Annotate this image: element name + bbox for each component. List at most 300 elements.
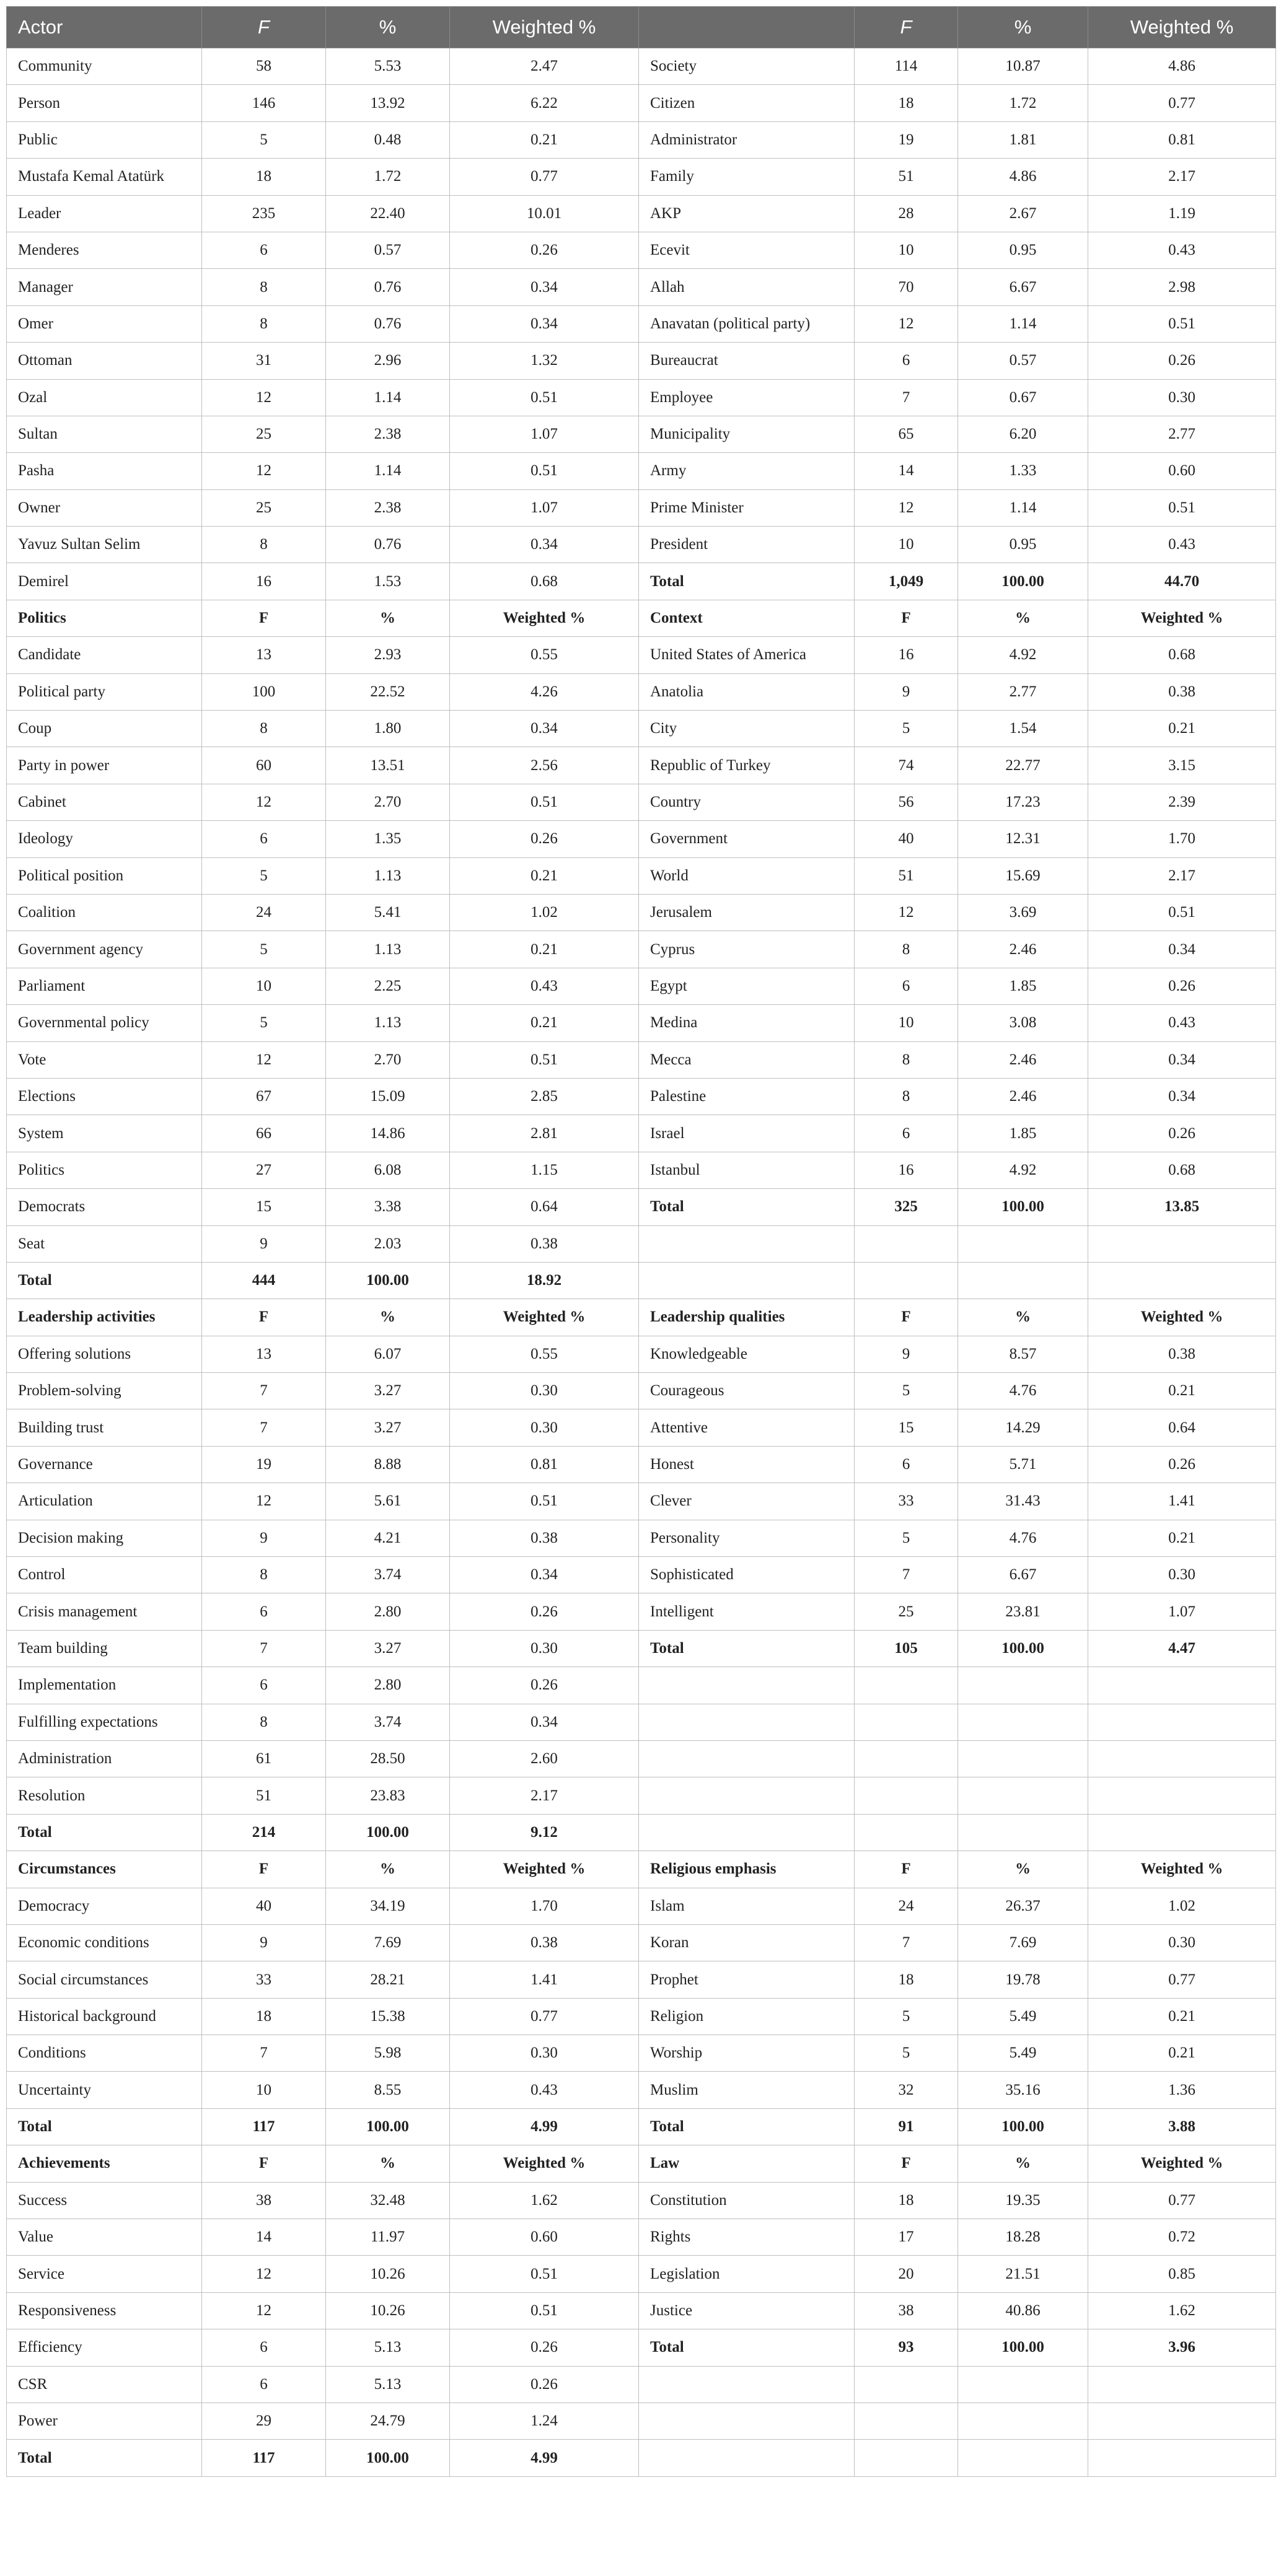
left-weighted-percent-cell: 1.62 [450, 2182, 639, 2219]
right-weighted-percent-cell: 0.43 [1088, 232, 1276, 268]
left-frequency-cell: 67 [202, 1078, 326, 1115]
right-percent-cell: 1.85 [958, 1115, 1088, 1152]
left-frequency-cell: 66 [202, 1115, 326, 1152]
right-weighted-percent-cell: 1.19 [1088, 195, 1276, 232]
right-label-cell: Islam [639, 1888, 855, 1924]
left-label-cell: Team building [7, 1630, 202, 1667]
table-row [7, 159, 1276, 195]
right-frequency-cell: 18 [855, 1961, 958, 1998]
table-row [7, 1373, 1276, 1409]
right-weighted-percent-cell [1088, 1225, 1276, 1262]
right-weighted-percent-cell: 0.30 [1088, 1557, 1276, 1593]
right-label-cell: Religious emphasis [639, 1851, 855, 1888]
left-percent-cell: 1.14 [326, 453, 450, 489]
right-weighted-percent-cell: 0.21 [1088, 1373, 1276, 1409]
right-label-cell: Ecevit [639, 232, 855, 268]
left-percent-cell: 2.80 [326, 1667, 450, 1704]
left-weighted-percent-cell: 0.55 [450, 637, 639, 673]
right-frequency-cell [855, 1740, 958, 1777]
right-weighted-percent-cell: 0.51 [1088, 894, 1276, 931]
table-row [7, 1189, 1276, 1225]
right-frequency-cell: 6 [855, 968, 958, 1004]
left-label-cell: Person [7, 85, 202, 121]
left-label-cell: Sultan [7, 416, 202, 452]
right-label-cell: City [639, 711, 855, 747]
left-label-cell: Articulation [7, 1483, 202, 1520]
left-frequency-cell: 214 [202, 1814, 326, 1851]
right-label-cell [639, 1225, 855, 1262]
left-frequency-cell: 29 [202, 2403, 326, 2440]
left-weighted-percent-cell: 0.26 [450, 2366, 639, 2403]
right-percent-cell: 1.72 [958, 85, 1088, 121]
right-percent-cell: 12.31 [958, 821, 1088, 857]
left-percent-cell: 24.79 [326, 2403, 450, 2440]
table-row [7, 2219, 1276, 2256]
left-label-cell: Vote [7, 1041, 202, 1078]
right-frequency-cell: 325 [855, 1189, 958, 1225]
right-frequency-cell [855, 1667, 958, 1704]
left-weighted-percent-cell: 0.51 [450, 379, 639, 416]
left-label-cell: Democracy [7, 1888, 202, 1924]
left-frequency-cell: 61 [202, 1740, 326, 1777]
right-frequency-cell: 28 [855, 195, 958, 232]
left-label-cell: Implementation [7, 1667, 202, 1704]
right-label-cell: Anavatan (political party) [639, 305, 855, 342]
left-label-cell: Offering solutions [7, 1336, 202, 1372]
right-percent-cell: 1.14 [958, 305, 1088, 342]
left-weighted-percent-cell: 0.38 [450, 1924, 639, 1961]
right-percent-cell: 0.67 [958, 379, 1088, 416]
left-frequency-cell: 117 [202, 2108, 326, 2145]
left-percent-cell: 2.70 [326, 784, 450, 820]
right-label-cell: Intelligent [639, 1593, 855, 1630]
right-weighted-percent-cell: 0.81 [1088, 121, 1276, 158]
left-label-cell: Decision making [7, 1520, 202, 1556]
right-label-cell [639, 1777, 855, 1814]
right-weighted-percent-cell: 1.70 [1088, 821, 1276, 857]
left-percent-cell: 2.25 [326, 968, 450, 1004]
left-weighted-percent-cell: 1.07 [450, 416, 639, 452]
right-frequency-cell: 9 [855, 1336, 958, 1372]
right-frequency-cell: 7 [855, 379, 958, 416]
left-frequency-cell: 51 [202, 1777, 326, 1814]
table-row [7, 1557, 1276, 1593]
left-label-cell: Political party [7, 673, 202, 710]
right-weighted-percent-cell: 0.51 [1088, 305, 1276, 342]
table-row [7, 857, 1276, 894]
left-weighted-percent-cell: Weighted % [450, 600, 639, 636]
left-percent-cell: % [326, 2145, 450, 2182]
right-frequency-cell: 6 [855, 1446, 958, 1483]
table-row [7, 1630, 1276, 1667]
left-weighted-percent-cell: 0.30 [450, 1373, 639, 1409]
left-percent-cell: 100.00 [326, 2108, 450, 2145]
table-row [7, 2145, 1276, 2182]
right-weighted-percent-cell: 0.64 [1088, 1409, 1276, 1446]
right-weighted-percent-cell: 0.34 [1088, 931, 1276, 968]
right-frequency-cell: 8 [855, 1041, 958, 1078]
left-label-cell: Building trust [7, 1409, 202, 1446]
right-weighted-percent-cell: 0.38 [1088, 1336, 1276, 1372]
left-label-cell: Achievements [7, 2145, 202, 2182]
right-frequency-cell: 18 [855, 85, 958, 121]
left-weighted-percent-cell: 2.56 [450, 747, 639, 784]
left-label-cell: Political position [7, 857, 202, 894]
right-weighted-percent-cell [1088, 1262, 1276, 1299]
right-weighted-percent-cell: 0.21 [1088, 2035, 1276, 2072]
right-weighted-percent-cell: 0.26 [1088, 1115, 1276, 1152]
right-weighted-percent-cell: 0.77 [1088, 2182, 1276, 2219]
left-frequency-cell: 8 [202, 1704, 326, 1740]
right-label-cell [639, 1704, 855, 1740]
left-weighted-percent-cell: 1.02 [450, 894, 639, 931]
left-frequency-cell: 25 [202, 416, 326, 452]
table-row [7, 1814, 1276, 1851]
left-frequency-cell: 235 [202, 195, 326, 232]
right-percent-cell [958, 1667, 1088, 1704]
table-row [7, 1078, 1276, 1115]
table-row [7, 1336, 1276, 1372]
right-percent-cell: 4.76 [958, 1373, 1088, 1409]
right-frequency-cell: F [855, 2145, 958, 2182]
left-percent-cell: 3.27 [326, 1409, 450, 1446]
right-frequency-cell: 25 [855, 1593, 958, 1630]
table-row [7, 269, 1276, 305]
right-weighted-percent-cell [1088, 2403, 1276, 2440]
right-label-cell: Personality [639, 1520, 855, 1556]
right-weighted-percent-cell: 3.88 [1088, 2108, 1276, 2145]
left-weighted-percent-cell: 0.30 [450, 1630, 639, 1667]
right-percent-cell: 4.92 [958, 1152, 1088, 1188]
right-percent-cell: 19.35 [958, 2182, 1088, 2219]
right-frequency-cell: 10 [855, 527, 958, 563]
table-row [7, 894, 1276, 931]
right-label-cell [639, 2440, 855, 2476]
right-percent-cell [958, 2366, 1088, 2403]
right-percent-cell: 0.95 [958, 527, 1088, 563]
table-body [7, 48, 1276, 2477]
left-label-cell: Uncertainty [7, 2072, 202, 2108]
left-frequency-cell: 9 [202, 1225, 326, 1262]
left-label-cell: Total [7, 1262, 202, 1299]
left-frequency-cell: 9 [202, 1520, 326, 1556]
left-label-cell: Mustafa Kemal Atatürk [7, 159, 202, 195]
left-label-cell: Menderes [7, 232, 202, 268]
left-percent-cell: 2.03 [326, 1225, 450, 1262]
table-row [7, 416, 1276, 452]
left-percent-cell: 2.96 [326, 343, 450, 379]
right-weighted-percent-cell: 0.72 [1088, 2219, 1276, 2256]
right-frequency-cell: 5 [855, 1998, 958, 2035]
left-percent-cell: 5.41 [326, 894, 450, 931]
left-label-cell: Circumstances [7, 1851, 202, 1888]
right-percent-cell: % [958, 1299, 1088, 1336]
right-frequency-cell: 17 [855, 2219, 958, 2256]
right-label-cell: Prime Minister [639, 489, 855, 526]
right-percent-cell [958, 1262, 1088, 1299]
right-percent-cell: 18.28 [958, 2219, 1088, 2256]
left-frequency-cell: 18 [202, 159, 326, 195]
left-frequency-cell: 12 [202, 1483, 326, 1520]
left-weighted-percent-cell: 2.81 [450, 1115, 639, 1152]
left-weighted-percent-cell: 18.92 [450, 1262, 639, 1299]
right-label-cell: Total [639, 2329, 855, 2366]
right-frequency-cell [855, 2403, 958, 2440]
right-frequency-cell: 15 [855, 1409, 958, 1446]
left-percent-cell: 100.00 [326, 1814, 450, 1851]
left-frequency-cell: 13 [202, 1336, 326, 1372]
left-label-cell: Government agency [7, 931, 202, 968]
left-label-cell: Politics [7, 600, 202, 636]
header-percent-right: % [958, 7, 1088, 48]
table-row [7, 563, 1276, 600]
right-weighted-percent-cell: 1.02 [1088, 1888, 1276, 1924]
right-label-cell: Sophisticated [639, 1557, 855, 1593]
right-frequency-cell: 40 [855, 821, 958, 857]
table-row [7, 343, 1276, 379]
left-frequency-cell: 10 [202, 2072, 326, 2108]
table-row [7, 968, 1276, 1004]
right-label-cell: Clever [639, 1483, 855, 1520]
table-row [7, 48, 1276, 85]
left-weighted-percent-cell: 1.32 [450, 343, 639, 379]
left-percent-cell: 1.13 [326, 1005, 450, 1041]
right-label-cell: Total [639, 1189, 855, 1225]
left-frequency-cell: 12 [202, 2292, 326, 2329]
right-frequency-cell: F [855, 600, 958, 636]
right-frequency-cell [855, 1704, 958, 1740]
left-percent-cell: 5.61 [326, 1483, 450, 1520]
left-percent-cell: 0.48 [326, 121, 450, 158]
right-frequency-cell [855, 1225, 958, 1262]
left-percent-cell: 13.51 [326, 747, 450, 784]
right-frequency-cell: 12 [855, 894, 958, 931]
table-row [7, 1225, 1276, 1262]
left-frequency-cell: 8 [202, 711, 326, 747]
left-weighted-percent-cell: 0.21 [450, 931, 639, 968]
right-percent-cell: 2.46 [958, 1078, 1088, 1115]
right-label-cell: Attentive [639, 1409, 855, 1446]
table-row [7, 2182, 1276, 2219]
right-frequency-cell: 33 [855, 1483, 958, 1520]
right-percent-cell: 100.00 [958, 1189, 1088, 1225]
left-label-cell: Elections [7, 1078, 202, 1115]
left-frequency-cell: 27 [202, 1152, 326, 1188]
left-frequency-cell: 7 [202, 1409, 326, 1446]
right-percent-cell: 6.20 [958, 416, 1088, 452]
table-row [7, 931, 1276, 968]
left-percent-cell: 6.08 [326, 1152, 450, 1188]
left-frequency-cell: 8 [202, 305, 326, 342]
right-percent-cell: 3.08 [958, 1005, 1088, 1041]
left-percent-cell: 0.76 [326, 269, 450, 305]
right-label-cell: Republic of Turkey [639, 747, 855, 784]
left-frequency-cell: 12 [202, 453, 326, 489]
table-row [7, 2072, 1276, 2108]
left-label-cell: Leader [7, 195, 202, 232]
left-weighted-percent-cell: 0.55 [450, 1336, 639, 1372]
left-frequency-cell: 444 [202, 1262, 326, 1299]
right-frequency-cell: 14 [855, 453, 958, 489]
right-frequency-cell: 16 [855, 1152, 958, 1188]
left-weighted-percent-cell: 0.21 [450, 857, 639, 894]
left-percent-cell: 3.27 [326, 1373, 450, 1409]
right-weighted-percent-cell: 2.17 [1088, 159, 1276, 195]
table-row [7, 1483, 1276, 1520]
right-label-cell [639, 1262, 855, 1299]
left-frequency-cell: 6 [202, 1667, 326, 1704]
right-frequency-cell: 7 [855, 1557, 958, 1593]
right-percent-cell: 14.29 [958, 1409, 1088, 1446]
right-percent-cell: 5.71 [958, 1446, 1088, 1483]
left-percent-cell: 3.27 [326, 1630, 450, 1667]
left-weighted-percent-cell: 1.70 [450, 1888, 639, 1924]
table-row [7, 2440, 1276, 2476]
right-frequency-cell: 38 [855, 2292, 958, 2329]
right-percent-cell: % [958, 2145, 1088, 2182]
right-label-cell: Palestine [639, 1078, 855, 1115]
left-weighted-percent-cell: 0.77 [450, 159, 639, 195]
left-frequency-cell: 7 [202, 2035, 326, 2072]
left-percent-cell: 0.76 [326, 527, 450, 563]
left-percent-cell: 100.00 [326, 1262, 450, 1299]
left-percent-cell: 15.09 [326, 1078, 450, 1115]
left-label-cell: Pasha [7, 453, 202, 489]
right-weighted-percent-cell: 1.41 [1088, 1483, 1276, 1520]
right-percent-cell: 15.69 [958, 857, 1088, 894]
header-row [7, 7, 1276, 48]
left-label-cell: Control [7, 1557, 202, 1593]
left-label-cell: Success [7, 2182, 202, 2219]
right-percent-cell: 8.57 [958, 1336, 1088, 1372]
table-row [7, 305, 1276, 342]
right-weighted-percent-cell [1088, 2366, 1276, 2403]
right-label-cell: Religion [639, 1998, 855, 2035]
right-percent-cell: 100.00 [958, 563, 1088, 600]
left-frequency-cell: 7 [202, 1373, 326, 1409]
right-frequency-cell: 19 [855, 121, 958, 158]
right-frequency-cell: 8 [855, 931, 958, 968]
left-frequency-cell: 6 [202, 821, 326, 857]
right-weighted-percent-cell: 0.77 [1088, 1961, 1276, 1998]
right-label-cell: World [639, 857, 855, 894]
left-percent-cell: 1.13 [326, 931, 450, 968]
left-weighted-percent-cell: 0.34 [450, 269, 639, 305]
left-frequency-cell: 25 [202, 489, 326, 526]
right-weighted-percent-cell: 3.96 [1088, 2329, 1276, 2366]
right-weighted-percent-cell: Weighted % [1088, 2145, 1276, 2182]
left-label-cell: Community [7, 48, 202, 85]
right-frequency-cell: 114 [855, 48, 958, 85]
right-percent-cell [958, 1777, 1088, 1814]
right-frequency-cell [855, 2440, 958, 2476]
header-blank [639, 7, 855, 48]
table-row [7, 637, 1276, 673]
left-percent-cell: 100.00 [326, 2440, 450, 2476]
left-frequency-cell: 7 [202, 1630, 326, 1667]
left-label-cell: Parliament [7, 968, 202, 1004]
left-percent-cell: 2.93 [326, 637, 450, 673]
left-percent-cell: 14.86 [326, 1115, 450, 1152]
right-label-cell: Allah [639, 269, 855, 305]
right-weighted-percent-cell: Weighted % [1088, 1851, 1276, 1888]
left-percent-cell: 5.98 [326, 2035, 450, 2072]
left-weighted-percent-cell: 0.34 [450, 711, 639, 747]
left-percent-cell: 3.74 [326, 1704, 450, 1740]
left-frequency-cell: 5 [202, 121, 326, 158]
left-percent-cell: 28.21 [326, 1961, 450, 1998]
right-frequency-cell: 105 [855, 1630, 958, 1667]
left-weighted-percent-cell: Weighted % [450, 1851, 639, 1888]
left-frequency-cell: 13 [202, 637, 326, 673]
left-weighted-percent-cell: 0.30 [450, 1409, 639, 1446]
left-weighted-percent-cell: 1.41 [450, 1961, 639, 1998]
right-percent-cell: 23.81 [958, 1593, 1088, 1630]
left-percent-cell: 2.70 [326, 1041, 450, 1078]
left-label-cell: Ottoman [7, 343, 202, 379]
left-percent-cell: 34.19 [326, 1888, 450, 1924]
right-frequency-cell: 93 [855, 2329, 958, 2366]
right-weighted-percent-cell: 0.77 [1088, 85, 1276, 121]
right-weighted-percent-cell [1088, 1814, 1276, 1851]
right-frequency-cell: 5 [855, 1520, 958, 1556]
right-weighted-percent-cell: 4.47 [1088, 1630, 1276, 1667]
left-percent-cell: 28.50 [326, 1740, 450, 1777]
left-percent-cell: 10.26 [326, 2292, 450, 2329]
right-weighted-percent-cell [1088, 2440, 1276, 2476]
table-row [7, 527, 1276, 563]
table-row [7, 1409, 1276, 1446]
table-row [7, 600, 1276, 636]
right-percent-cell: 6.67 [958, 269, 1088, 305]
right-percent-cell: 0.95 [958, 232, 1088, 268]
table-row [7, 1704, 1276, 1740]
right-label-cell: Society [639, 48, 855, 85]
right-frequency-cell [855, 2366, 958, 2403]
right-frequency-cell: 8 [855, 1078, 958, 1115]
table-row [7, 2366, 1276, 2403]
right-frequency-cell: 24 [855, 1888, 958, 1924]
right-label-cell: Administrator [639, 121, 855, 158]
right-label-cell: Courageous [639, 1373, 855, 1409]
left-percent-cell: 32.48 [326, 2182, 450, 2219]
left-frequency-cell: 33 [202, 1961, 326, 1998]
right-label-cell: Employee [639, 379, 855, 416]
table-row [7, 1667, 1276, 1704]
right-weighted-percent-cell: 0.21 [1088, 1520, 1276, 1556]
table-row [7, 1777, 1276, 1814]
right-percent-cell: 26.37 [958, 1888, 1088, 1924]
right-label-cell [639, 2403, 855, 2440]
left-weighted-percent-cell: 0.34 [450, 305, 639, 342]
right-frequency-cell [855, 1814, 958, 1851]
left-frequency-cell: 6 [202, 232, 326, 268]
right-percent-cell [958, 1740, 1088, 1777]
left-weighted-percent-cell: 0.43 [450, 2072, 639, 2108]
right-label-cell: Prophet [639, 1961, 855, 1998]
right-frequency-cell: 6 [855, 1115, 958, 1152]
left-frequency-cell: F [202, 2145, 326, 2182]
table-row [7, 2256, 1276, 2292]
right-frequency-cell: F [855, 1299, 958, 1336]
left-label-cell: Conditions [7, 2035, 202, 2072]
right-label-cell: Medina [639, 1005, 855, 1041]
left-percent-cell: 8.55 [326, 2072, 450, 2108]
table-row [7, 1446, 1276, 1483]
right-weighted-percent-cell: Weighted % [1088, 600, 1276, 636]
right-frequency-cell [855, 1262, 958, 1299]
left-percent-cell: 1.35 [326, 821, 450, 857]
